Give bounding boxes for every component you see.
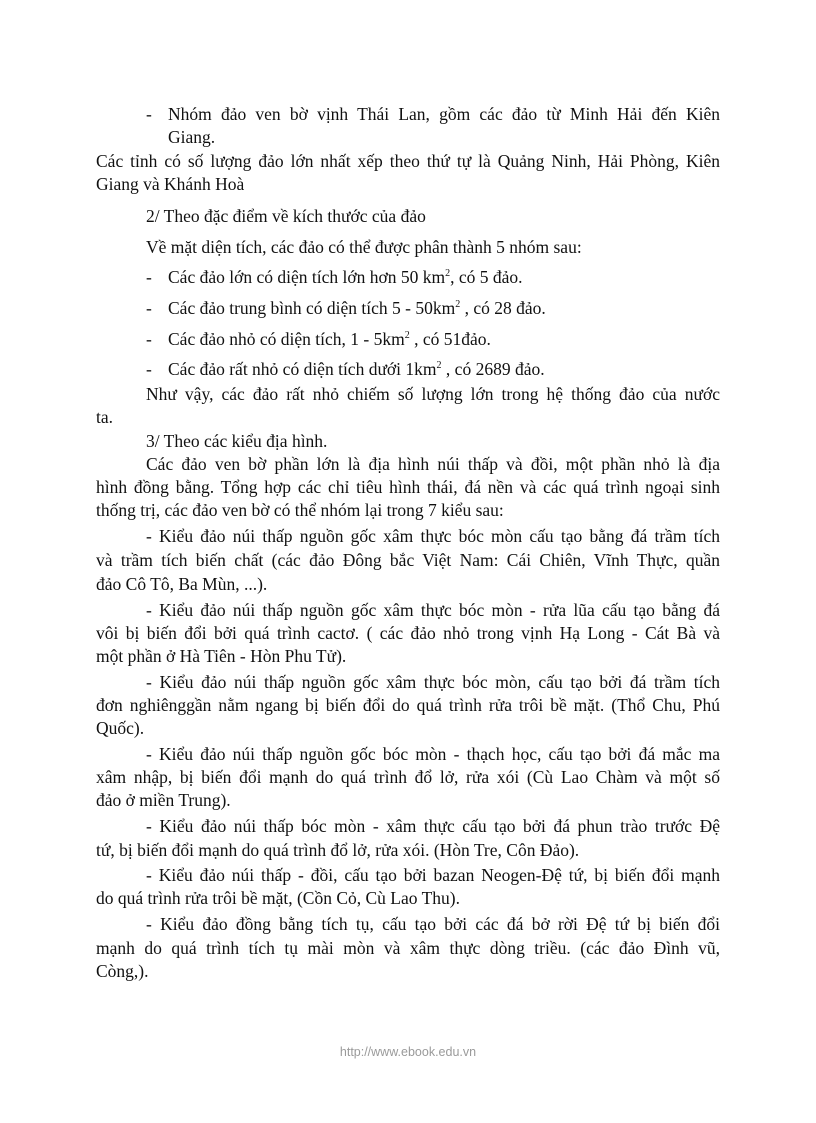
list-dash: - (146, 359, 152, 379)
text-line: Còng,). (96, 961, 149, 981)
text-line: tứ, bị biến đổi mạnh do quá trình đổ lở, rửa xói. (Hòn Tre, Côn Đảo). (96, 840, 580, 860)
text-line: - Kiểu đảo núi thấp nguồn gốc xâm thực bóc mòn - rửa lũa cấu tạo bằng đá (146, 600, 720, 620)
text-line: ta. (96, 407, 114, 427)
list-dash: - (146, 298, 152, 318)
text-line: - Kiểu đảo núi thấp - đồi, cấu tạo bởi bazan Neogen-Đệ tứ, bị biến đổi mạnh (146, 865, 720, 885)
text-line: và trầm tích biến chất (các đảo Đông bắc Việt Nam: Cái Chiên, Vĩnh Thực, quần (96, 550, 720, 570)
list-dash: - (146, 329, 152, 349)
text-line: thống trị, các đảo ven bờ có thể nhóm lại trong 7 kiểu sau: (96, 500, 504, 520)
text-line: Giang. (168, 127, 216, 147)
text-line: đảo Cô Tô, Ba Mùn, ...). (96, 574, 268, 594)
text-line: - Kiểu đảo núi thấp nguồn gốc xâm thực bóc mòn, cấu tạo bởi đá trầm tích (146, 672, 720, 692)
text-line: - Kiểu đảo núi thấp bóc mòn - xâm thực cấu tạo bởi đá phun trào trước Đệ (146, 816, 720, 836)
footer-url: http://www.ebook.edu.vn (339, 1045, 477, 1059)
text-line: mạnh do quá trình tích tụ mài mòn và xâm thực dòng triều. (các đảo Đình vũ, (96, 938, 720, 958)
list-dash: - (146, 267, 152, 287)
text-line: - Kiểu đảo núi thấp nguồn gốc bóc mòn - thạch học, cấu tạo bởi đá mắc ma (146, 744, 720, 764)
text-line: Về mặt diện tích, các đảo có thể được phân thành 5 nhóm sau: (146, 237, 582, 257)
list-dash: - (146, 104, 152, 124)
list-item: Các đảo rất nhỏ có diện tích dưới $1km^2$ , có 2689 đảo. (168, 359, 545, 379)
list-item: Các đảo lớn có diện tích lớn hơn 50 $km^2$, có 5 đảo. (168, 267, 523, 287)
text-line: - Kiểu đảo núi thấp nguồn gốc xâm thực bóc mòn cấu tạo bằng đá trầm tích (146, 526, 720, 546)
text-line: hình đồng bằng. Tổng hợp các chỉ tiêu hình thái, đá nền và các quá trình ngoại sinh (96, 477, 720, 497)
section-heading: 3/ Theo các kiểu địa hình. (146, 431, 328, 451)
section-heading: 2/ Theo đặc điểm về kích thước của đảo (146, 206, 426, 226)
text-line: Quốc). (96, 718, 145, 738)
text-line: đảo ở miền Trung). (96, 790, 231, 810)
text-line: do quá trình rửa trôi bề mặt, (Cồn Cỏ, Cù Lao Thu). (96, 888, 460, 908)
text-line: - Kiểu đảo đồng bằng tích tụ, cấu tạo bởi các đá bở rời Đệ tứ bị biến đổi (146, 914, 720, 934)
text-line: Nhóm đảo ven bờ vịnh Thái Lan, gồm các đảo từ Minh Hải đến Kiên (168, 104, 720, 124)
list-item: Các đảo nhỏ có diện tích, $1 - 5km^2$ , có 51đảo. (168, 329, 491, 349)
text-line: Như vậy, các đảo rất nhỏ chiếm số lượng lớn trong hệ thống đảo của nước (146, 384, 720, 404)
text-line: Các đảo ven bờ phần lớn là địa hình núi thấp và đồi, một phần nhỏ là địa (146, 454, 720, 474)
text-line: đơn nghiênggần nằm ngang bị biến đổi do quá trình rửa trôi bề mặt. (Thổ Chu, Phú (96, 695, 720, 715)
text-line: Giang và Khánh Hoà (96, 174, 245, 194)
list-item: Các đảo trung bình có diện tích $5 - 50km^2$ , có 28 đảo. (168, 298, 546, 318)
text-line: Các tỉnh có số lượng đảo lớn nhất xếp theo thứ tự là Quảng Ninh, Hải Phòng, Kiên (96, 151, 720, 171)
text-line: xâm nhập, bị biến đổi mạnh do quá trình đổ lở, rửa xói (Cù Lao Chàm và một số (96, 767, 720, 787)
text-line: vôi bị biến đổi bởi quá trình cactơ. ( các đảo nhỏ trong vịnh Hạ Long - Cát Bà và (96, 623, 720, 643)
text-line: một phần ở Hà Tiên - Hòn Phu Tử). (96, 646, 347, 666)
